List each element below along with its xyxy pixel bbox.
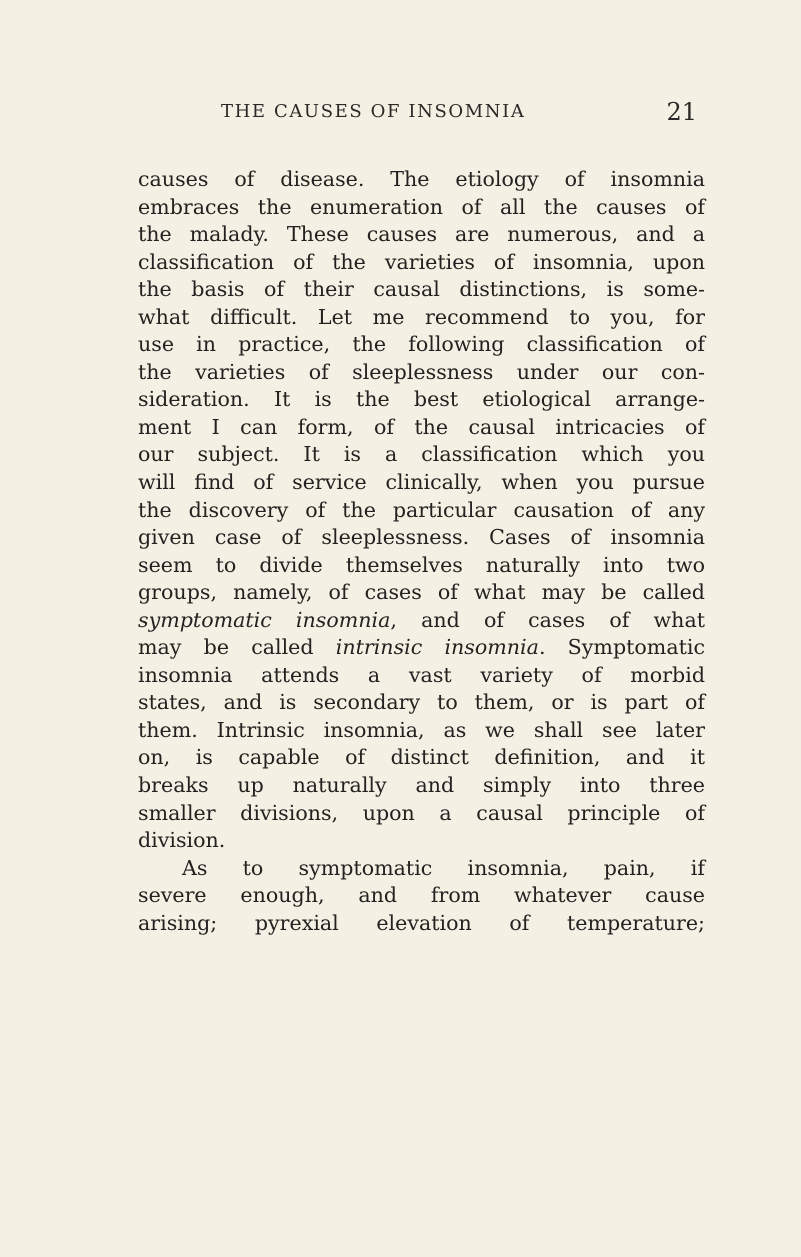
text-line: use in practice, the following classification of	[138, 332, 705, 357]
text-line: causes of disease. The etiology of insomnia	[138, 167, 705, 191]
text-line: the malady. These causes are numerous, and a	[138, 222, 705, 247]
text-line: sideration. It is the best etiological arrange-	[138, 387, 705, 412]
text-line: seem to divide themselves naturally into two	[138, 552, 705, 577]
text-line: our subject. It is a classification which you	[138, 442, 705, 467]
running-head	[221, 92, 697, 132]
text-segment: , and of cases of what	[390, 607, 705, 632]
text-line: classification of the varieties of insomnia, upon	[138, 249, 705, 274]
text-line: on, is capable of distinct definition, and it	[138, 745, 705, 770]
italic-term: symptomatic insomnia	[138, 607, 391, 632]
text-line	[138, 634, 705, 662]
text-line: breaks up naturally and simply into three	[138, 773, 705, 798]
text-line: severe enough, and from whatever cause	[138, 883, 705, 908]
text-line: insomnia attends a vast variety of morbid	[138, 662, 705, 687]
text-line: the varieties of sleeplessness under our con-	[138, 359, 705, 384]
text-line: As to symptomatic insomnia, pain, if	[182, 855, 705, 880]
text-line: ment I can form, of the causal intricacies of	[138, 414, 705, 439]
text-line: given case of sleeplessness. Cases of insomnia	[138, 525, 705, 550]
page-number: 21	[666, 98, 697, 126]
text-segment: may be called	[138, 635, 336, 660]
text-line: division.	[138, 828, 226, 853]
text-segment: . Symptomatic	[538, 635, 706, 660]
text-line: arising; pyrexial elevation of temperature;	[138, 910, 705, 935]
italic-term: intrinsic insomnia	[335, 635, 539, 660]
text-line: the discovery of the particular causation of any	[138, 497, 705, 522]
text-line: will find of service clinically, when you pursue	[138, 470, 705, 495]
running-title: THE CAUSES OF INSOMNIA	[221, 101, 526, 122]
text-line: what difficult. Let me recommend to you, for	[138, 304, 705, 329]
text-line: embraces the enumeration of all the causes of	[138, 194, 705, 219]
text-line	[138, 607, 705, 635]
body-text	[138, 166, 705, 937]
text-line: states, and is secondary to them, or is part of	[138, 690, 705, 715]
text-line: them. Intrinsic insomnia, as we shall see later	[138, 717, 705, 742]
text-line: smaller divisions, upon a causal principle of	[138, 800, 705, 825]
text-line: the basis of their causal distinctions, is some-	[138, 277, 705, 302]
text-line: groups, namely, of cases of what may be called	[138, 580, 705, 605]
